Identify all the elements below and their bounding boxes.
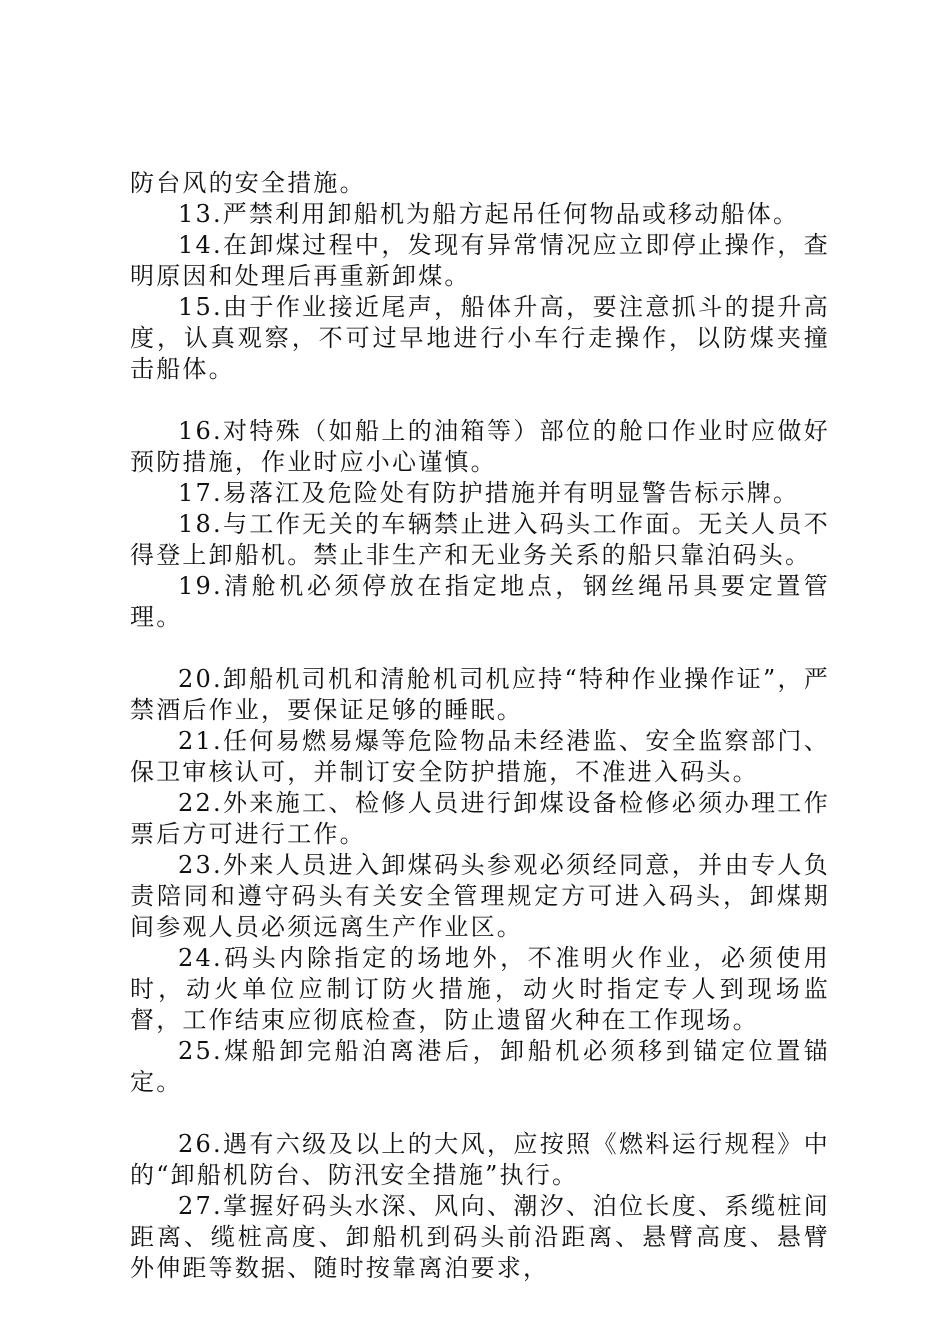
paragraph: 21.任何易燃易爆等危险物品未经港监、安全监察部门、保卫审核认可，并制订安全防护措施，不准进入码头。 [130,727,830,786]
paragraph: 22.外来施工、检修人员进行卸煤设备检修必须办理工作票后方可进行工作。 [130,789,830,848]
paragraph: 25.煤船卸完船泊离港后，卸船机必须移到锚定位置锚定。 [130,1037,830,1096]
paragraph: 20.卸船机司机和清舱机司机应持“特种作业操作证”，严禁酒后作业，要保证足够的睡眠。 [130,665,830,724]
paragraph: 24.码头内除指定的场地外，不准明火作业，必须使用时，动火单位应制订防火措施，动火时指定专人到现场监督，工作结束应彻底检查，防止遗留火种在工作现场。 [130,944,830,1034]
document-body [130,168,830,1284]
paragraph: 23.外来人员进入卸煤码头参观必须经同意，并由专人负责陪同和遵守码头有关安全管理规定方可进入码头，卸煤期间参观人员必须远离生产作业区。 [130,851,830,941]
paragraph: 14.在卸煤过程中，发现有异常情况应立即停止操作，查明原因和处理后再重新卸煤。 [130,231,830,290]
paragraph: 防台风的安全措施。 [130,169,366,197]
paragraph: 15.由于作业接近尾声，船体升高，要注意抓斗的提升高度，认真观察，不可过早地进行小车行走操作，以防煤夹撞击船体。 [130,293,830,383]
paragraph: 16.对特殊（如船上的油箱等）部位的舱口作业时应做好预防措施，作业时应小心谨慎。 [130,417,830,476]
paragraph: 18.与工作无关的车辆禁止进入码头工作面。无关人员不得登上卸船机。禁止非生产和无业务关系的船只靠泊码头。 [130,510,830,569]
paragraph: 19.清舱机必须停放在指定地点，钢丝绳吊具要定置管理。 [130,572,830,631]
paragraph: 27.掌握好码头水深、风向、潮汐、泊位长度、系缆桩间距离、缆桩高度、卸船机到码头前沿距离、悬臂高度、悬臂外伸距等数据、随时按靠离泊要求， [130,1192,830,1282]
paragraph: 13.严禁利用卸船机为船方起吊任何物品或移动船体。 [178,200,800,228]
paragraph: 17.易落江及危险处有防护措施并有明显警告标示牌。 [178,479,800,507]
paragraph: 26.遇有六级及以上的大风，应按照《燃料运行规程》中的“卸船机防台、防汛安全措施”执行。 [130,1130,830,1189]
